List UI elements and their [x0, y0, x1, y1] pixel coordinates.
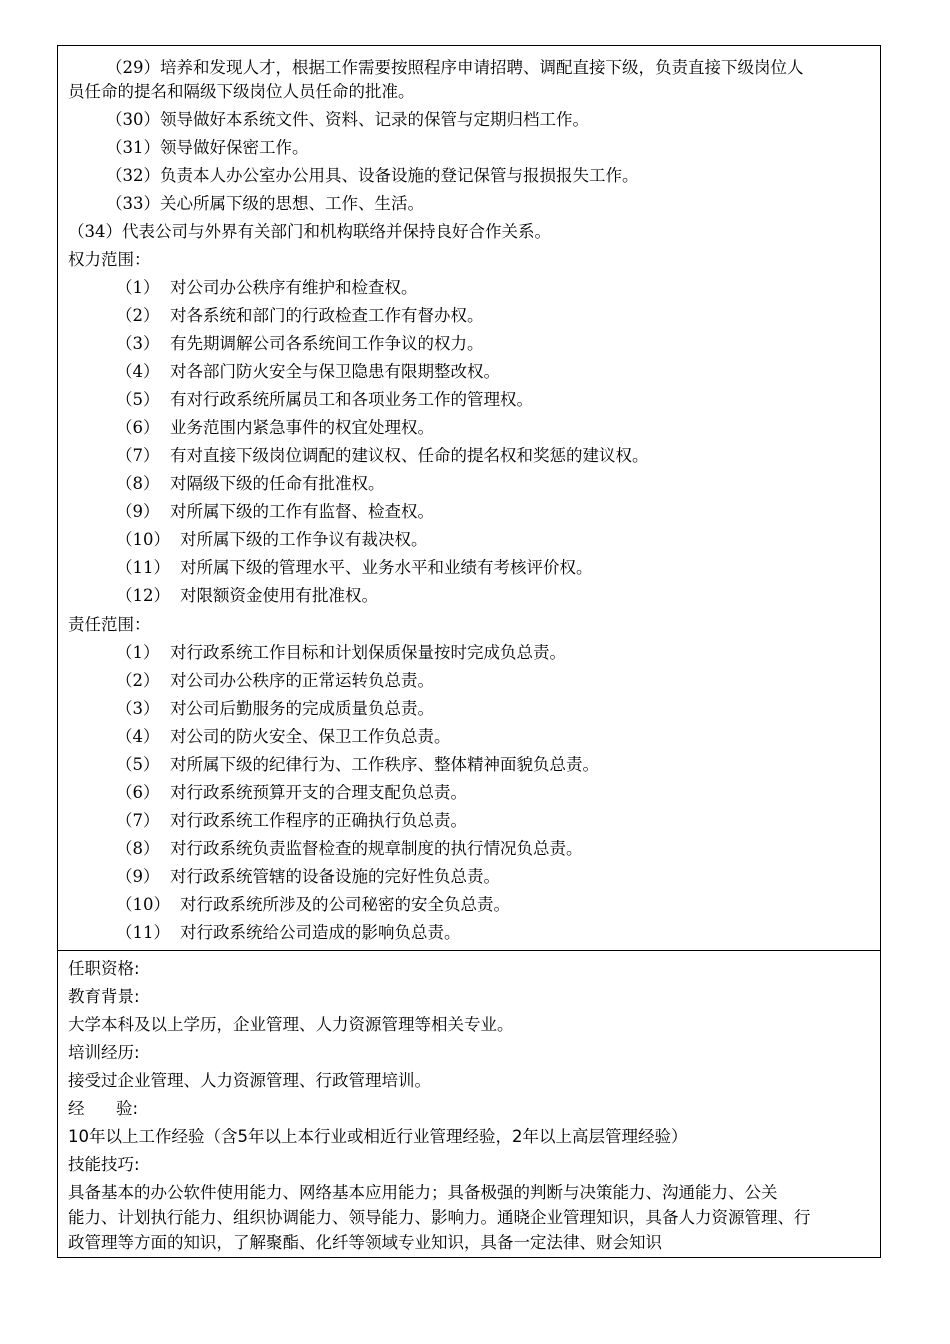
skills-line: 具备基本的办公软件使用能力、网络基本应用能力；具备极强的判断与决策能力、沟通能力、公关	[68, 1183, 778, 1202]
duty-item-29: （29）培养和发现人才，根据工作需要按照程序申请招聘、调配直接下级，负责直接下级岗位人	[106, 58, 804, 77]
job-description-table	[57, 45, 881, 1258]
authority-item: （7） 有对直接下级岗位调配的建议权、任命的提名权和奖惩的建议权。	[116, 446, 649, 465]
qualifications-heading: 任职资格:	[68, 959, 140, 978]
responsibility-item: （4） 对公司的防火安全、保卫工作负总责。	[116, 727, 451, 746]
authority-item: （11） 对所属下级的管理水平、业务水平和业绩有考核评价权。	[116, 558, 593, 577]
authority-item: （1） 对公司办公秩序有维护和检查权。	[116, 278, 418, 297]
education-value: 大学本科及以上学历，企业管理、人力资源管理等相关专业。	[68, 1015, 514, 1034]
authority-item: （3） 有先期调解公司各系统间工作争议的权力。	[116, 334, 484, 353]
duty-item-29-cont: 员任命的提名和隔级下级岗位人员任命的批准。	[68, 82, 415, 101]
authority-item: （8） 对隔级下级的任命有批准权。	[116, 474, 385, 493]
training-label: 培训经历:	[68, 1043, 140, 1062]
education-label: 教育背景:	[68, 987, 140, 1006]
responsibility-item: （5） 对所属下级的纪律行为、工作秩序、整体精神面貌负总责。	[116, 755, 599, 774]
authority-item: （12） 对限额资金使用有批准权。	[116, 586, 378, 605]
duty-item-30: （30）领导做好本系统文件、资料、记录的保管与定期归档工作。	[106, 110, 589, 129]
authority-item: （4） 对各部门防火安全与保卫隐患有限期整改权。	[116, 362, 500, 381]
skills-line: 能力、计划执行能力、组织协调能力、领导能力、影响力。通晓企业管理知识，具备人力资源管理、行	[68, 1208, 811, 1227]
authority-heading: 权力范围：	[68, 250, 151, 269]
responsibility-item: （8） 对行政系统负责监督检查的规章制度的执行情况负总责。	[116, 839, 583, 858]
duty-item-32: （32）负责本人办公室办公用具、设备设施的登记保管与报损报失工作。	[106, 166, 639, 185]
training-value: 接受过企业管理、人力资源管理、行政管理培训。	[68, 1071, 431, 1090]
responsibility-item: （10） 对行政系统所涉及的公司秘密的安全负总责。	[116, 895, 510, 914]
responsibility-item: （2） 对公司办公秩序的正常运转负总责。	[116, 671, 434, 690]
responsibility-item: （7） 对行政系统工作程序的正确执行负总责。	[116, 811, 467, 830]
authority-item: （10） 对所属下级的工作争议有裁决权。	[116, 530, 428, 549]
skills-label: 技能技巧:	[68, 1155, 140, 1174]
experience-label: 经 验:	[68, 1099, 139, 1118]
responsibility-item: （9） 对行政系统管辖的设备设施的完好性负总责。	[116, 867, 500, 886]
authority-item: （6） 业务范围内紧急事件的权宜处理权。	[116, 418, 434, 437]
responsibility-item: （11） 对行政系统给公司造成的影响负总责。	[116, 923, 461, 942]
experience-value: 10年以上工作经验（含5年以上本行业或相近行业管理经验，2年以上高层管理经验）	[68, 1127, 688, 1146]
responsibility-item: （1） 对行政系统工作目标和计划保质保量按时完成负总责。	[116, 643, 566, 662]
authority-item: （9） 对所属下级的工作有监督、检查权。	[116, 502, 434, 521]
responsibility-heading: 责任范围：	[68, 615, 151, 634]
responsibility-item: （3） 对公司后勤服务的完成质量负总责。	[116, 699, 434, 718]
duty-item-31: （31）领导做好保密工作。	[106, 138, 309, 157]
authority-item: （5） 有对行政系统所属员工和各项业务工作的管理权。	[116, 390, 533, 409]
authority-item: （2） 对各系统和部门的行政检查工作有督办权。	[116, 306, 484, 325]
responsibility-item: （6） 对行政系统预算开支的合理支配负总责。	[116, 783, 467, 802]
duty-item-34: （34）代表公司与外界有关部门和机构联络并保持良好合作关系。	[68, 222, 551, 241]
skills-line: 政管理等方面的知识，了解聚酯、化纤等领域专业知识，具备一定法律、财会知识	[68, 1233, 662, 1252]
section-divider	[58, 950, 880, 951]
duty-item-33: （33）关心所属下级的思想、工作、生活。	[106, 194, 424, 213]
